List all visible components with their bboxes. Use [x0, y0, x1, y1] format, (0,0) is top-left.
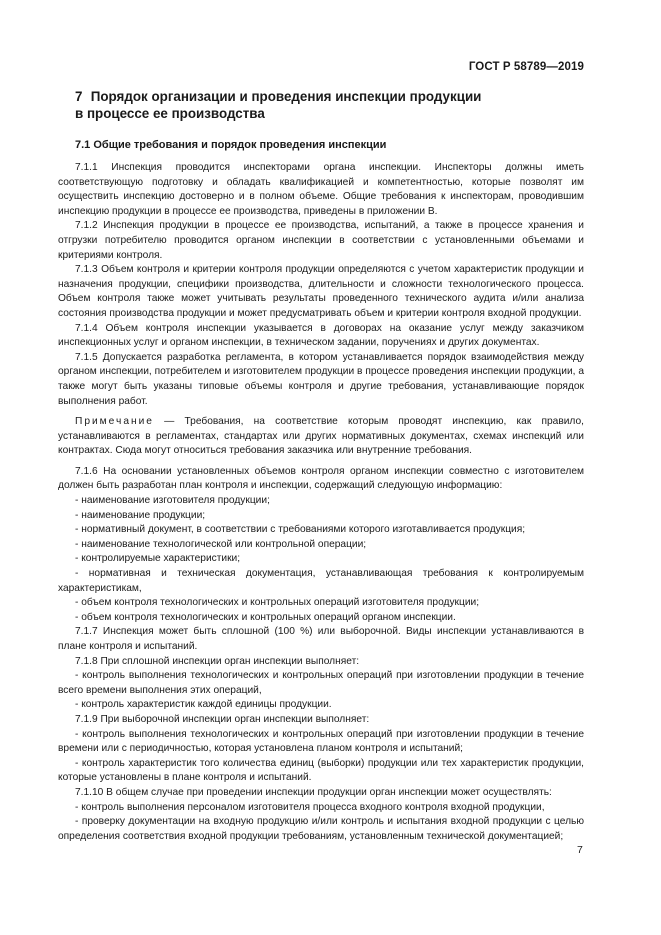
- paragraph-7-1-8: 7.1.8 При сплошной инспекции орган инспекции выполняет:: [75, 655, 360, 667]
- page-content: [58, 88, 584, 844]
- standard-number: ГОСТ Р 58789—2019: [468, 61, 584, 73]
- list-item: - нормативный документ, в соответствии с требованиями которого изготавливается продукция;: [75, 524, 526, 536]
- paragraph-7-1-9: 7.1.9 При выборочной инспекции орган инспекции выполняет:: [75, 713, 370, 725]
- subsection-heading: 7.1 Общие требования и порядок проведения инспекции: [75, 139, 387, 151]
- paragraph-7-1-10: 7.1.10 В общем случае при проведении инспекции продукции орган инспекции может осуществлять:: [75, 786, 552, 798]
- paragraph-7-1-6: 7.1.6 На основании установленных объемов контроля органом инспекции совместно с изготовителем должен быть разработан план контроля и инспекции, содержащий следующую информацию:: [58, 465, 584, 492]
- note-label: Примечание: [75, 416, 154, 428]
- section-number: 7: [75, 89, 83, 104]
- body-text: [58, 161, 584, 844]
- list-item: - контроль выполнения технологических и контрольных операций при изготовлении продукции в течение времени или с периодичностью, которая установлена планом контроля и испытаний;: [58, 728, 584, 755]
- list-item: - контроль выполнения технологических и контрольных операций при изготовлении продукции в течение всего времени выполнения этих операций,: [58, 670, 584, 696]
- list-item: - контролируемые характеристики;: [75, 553, 241, 565]
- paragraph-7-1-1: 7.1.1 Инспекция проводится инспекторами органа инспекции. Инспекторы должны иметь соответствующую подготовку и обладать квалификацией и компетентностью, которые позволят им осуществить инспекцию достоверно и в полном объеме. Общие требования к инспекторам, проводившим инспекцию продукции в процессе ее производства, приведены в приложении В.: [58, 162, 584, 217]
- paragraph-7-1-3: 7.1.3 Объем контроля и критерии контроля продукции определяются с учетом характеристик продукции и назначения продукции, специфики производства, длительности и сложности технологического процесса. Объем контроля также может учитывать результаты проведенного технического аудита и/или анализа состояния производства продукции и может предусматривать объем и критерии контроля входной продукции.: [58, 264, 584, 319]
- paragraph-7-1-4: 7.1.4 Объем контроля инспекции указывается в договорах на оказание услуг между заказчиком инспекционных услуг и органом инспекции, в техническом задании, поручениях и других документах.: [58, 322, 584, 349]
- list-item: - контроль выполнения персоналом изготовителя процесса входного контроля входной продукции,: [75, 801, 545, 813]
- paragraph-7-1-7: 7.1.7 Инспекция может быть сплошной (100 %) или выборочной. Виды инспекции устанавливаются в плане контроля и испытаний.: [58, 626, 584, 652]
- paragraph-7-1-2: 7.1.2 Инспекция продукции в процессе ее производства, испытаний, а также в процессе хранения и отгрузки потребителю проводится органом инспекции в соответствии с установленными объемами и критериями контроля.: [58, 220, 584, 261]
- list-item: - нормативная и техническая документация, устанавливающая требования к контролируемым характеристикам,: [58, 568, 584, 594]
- list-item: - наименование технологической или контрольной операции;: [75, 538, 367, 550]
- list-item: - объем контроля технологических и контрольных операций изготовителя продукции;: [75, 597, 480, 609]
- page-number: 7: [577, 844, 583, 856]
- section-title-line1: Порядок организации и проведения инспекции продукции: [90, 89, 482, 104]
- section-title-line2: в процессе ее производства: [75, 106, 265, 121]
- list-item: - контроль характеристик каждой единицы продукции.: [75, 699, 332, 711]
- note: [58, 415, 584, 459]
- section-heading: [58, 88, 584, 122]
- list-item: - наименование изготовителя продукции;: [75, 495, 270, 507]
- paragraph-7-1-5: 7.1.5 Допускается разработка регламента, в котором устанавливается порядок взаимодействия между органом инспекции, потребителем и изготовителем продукции в процессе проведения инспекции продукции, а также могут быть указаны типовые объемы контроля и другие требования, устанавливающие порядок выполнения работ.: [58, 351, 584, 407]
- list-item: - контроль характеристик того количества единиц (выборки) продукции или тех характеристик продукции, которые установлены в плане контроля и испытаний.: [58, 757, 584, 784]
- list-item: - проверку документации на входную продукцию и/или контроль и испытания входной продукции с целью определения соответствия входной продукции требованиям, установленным технической документацией;: [58, 816, 584, 842]
- list-item: - наименование продукции;: [75, 509, 206, 521]
- note-text: — Требования, на соответствие которым проводят инспекцию, как правило, устанавливаются в регламентах, стандартах или других нормативных документах, схемах инспекций или контрактах. Сюда могут относиться требования заказчика или внутренние требования.: [58, 416, 584, 457]
- list-item: - объем контроля технологических и контрольных операций органом инспекции.: [75, 611, 456, 623]
